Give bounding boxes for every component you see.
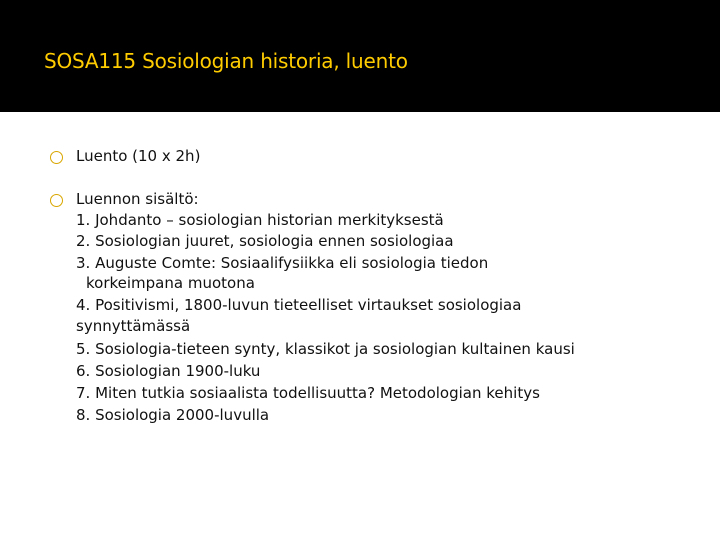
bullet-text: Luento (10 x 2h) bbox=[76, 147, 201, 165]
ring-bullet-icon bbox=[50, 151, 63, 164]
outline-line: 6. Sosiologian 1900-luku bbox=[76, 362, 261, 380]
outline-line: synnyttämässä bbox=[76, 317, 191, 335]
slide-title: SOSA115 Sosiologian historia, luento bbox=[44, 49, 408, 73]
outline-line: 5. Sosiologia-tieteen synty, klassikot ja sosiologian kultainen kausi bbox=[76, 340, 575, 358]
title-band bbox=[0, 0, 720, 112]
ring-bullet-icon bbox=[50, 194, 63, 207]
outline-line: 4. Positivismi, 1800-luvun tieteelliset virtaukset sosiologiaa bbox=[76, 296, 522, 314]
outline-line: korkeimpana muotona bbox=[86, 274, 255, 292]
outline-line: 7. Miten tutkia sosiaalista todellisuutta? Metodologian kehitys bbox=[76, 384, 540, 402]
bullet-text: Luennon sisältö: bbox=[76, 190, 199, 208]
slide-content bbox=[0, 112, 720, 540]
outline-line: 8. Sosiologia 2000-luvulla bbox=[76, 406, 270, 424]
outline-line: 2. Sosiologian juuret, sosiologia ennen sosiologiaa bbox=[76, 232, 454, 250]
outline-line: 3. Auguste Comte: Sosiaalifysiikka eli sosiologia tiedon bbox=[76, 254, 489, 272]
outline-line: 1. Johdanto – sosiologian historian merkityksestä bbox=[76, 211, 444, 229]
